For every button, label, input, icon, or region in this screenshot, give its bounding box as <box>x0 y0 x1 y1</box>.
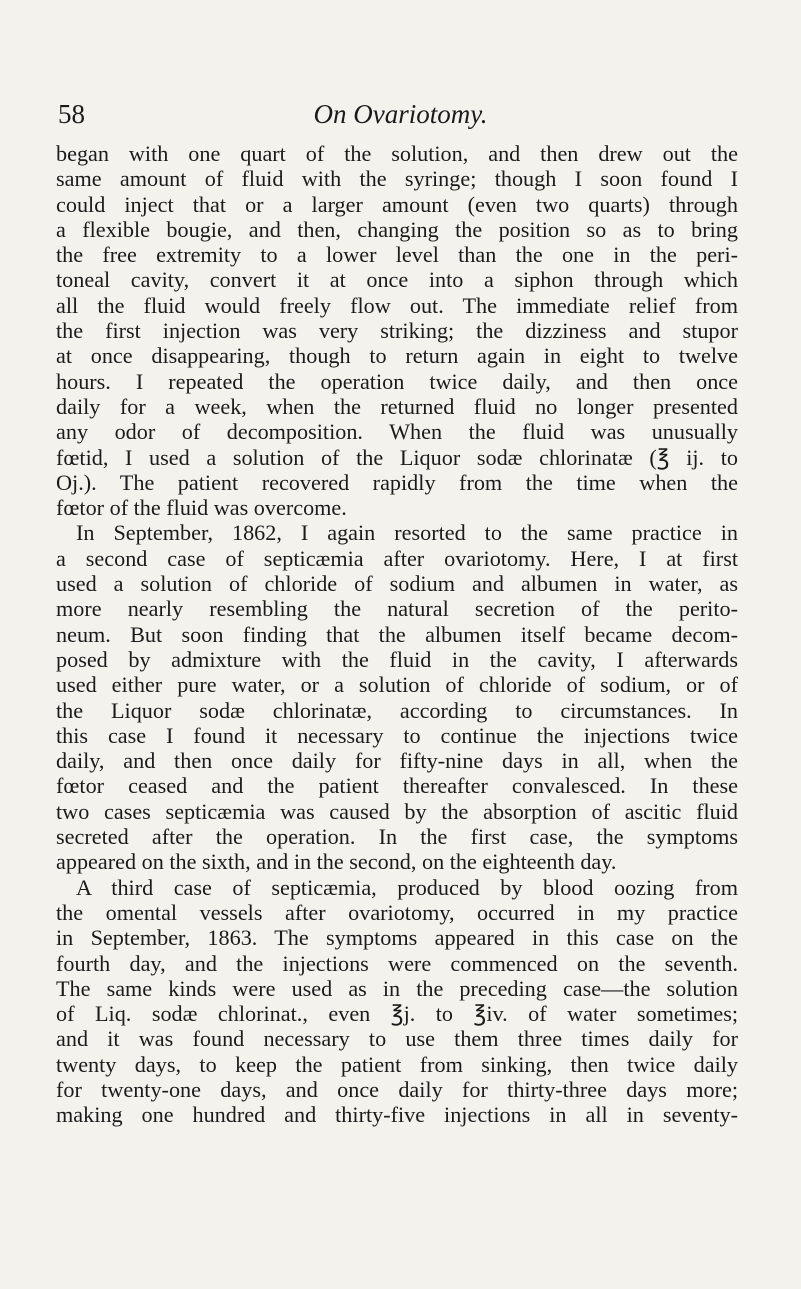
text-line: Oj.). The patient recovered rapidly from the time when the <box>56 469 738 495</box>
text-line: all the fluid would freely flow out. The immediate relief from <box>56 292 738 318</box>
text-line: twenty days, to keep the patient from sinking, then twice daily <box>56 1051 738 1077</box>
text-line: fourth day, and the injections were commenced on the seventh. <box>56 950 738 976</box>
text-line: and it was found necessary to use them three times daily for <box>56 1026 738 1052</box>
text-line: same amount of fluid with the syringe; though I soon found I <box>56 166 738 192</box>
header-title: On Ovariotomy. <box>313 99 488 129</box>
text-line: used a solution of chloride of sodium and albumen in water, as <box>56 571 738 597</box>
text-line: daily, and then once daily for fifty-nine days in all, when the <box>56 748 738 774</box>
text-line: daily for a week, when the returned fluid no longer presented <box>56 393 738 419</box>
text-line: a second case of septicæmia after ovariotomy. Here, I at first <box>56 545 738 571</box>
text-line: more nearly resembling the natural secretion of the perito- <box>56 596 738 622</box>
text-line: posed by admixture with the fluid in the cavity, I afterwards <box>56 646 738 672</box>
text-line: toneal cavity, convert it at once into a siphon through which <box>56 267 738 293</box>
text-line: the free extremity to a lower level than the one in the peri- <box>56 242 738 268</box>
text-line: making one hundred and thirty-five injections in all in seventy- <box>56 1102 738 1128</box>
text-line: fœtor of the fluid was overcome. <box>56 495 347 521</box>
text-line: the Liquor sodæ chlorinatæ, according to circumstances. In <box>56 697 738 723</box>
text-line: two cases septicæmia was caused by the absorption of ascitic fluid <box>56 798 738 824</box>
text-line: In September, 1862, I again resorted to the same practice in <box>76 520 738 546</box>
text-line: A third case of septicæmia, produced by blood oozing from <box>76 874 738 900</box>
text-line: fœtid, I used a solution of the Liquor sodæ chlorinatæ (℥ ij. to <box>56 444 738 470</box>
text-line: at once disappearing, though to return again in eight to twelve <box>56 343 738 369</box>
text-line: the omental vessels after ovariotomy, occurred in my practice <box>56 899 738 925</box>
text-line: neum. But soon finding that the albumen itself became decom- <box>56 621 738 647</box>
text-line: the first injection was very striking; the dizziness and stupor <box>56 318 738 344</box>
text-line: appeared on the sixth, and in the second, on the eighteenth day. <box>56 849 617 875</box>
body-text <box>56 141 738 1128</box>
text-line: in September, 1863. The symptoms appeared in this case on the <box>56 925 738 951</box>
text-line: for twenty-one days, and once daily for thirty-three days more; <box>56 1076 738 1102</box>
text-line: began with one quart of the solution, and then drew out the <box>56 141 738 166</box>
text-line: hours. I repeated the operation twice daily, and then once <box>56 368 738 394</box>
text-line: this case I found it necessary to continue the injections twice <box>56 722 738 748</box>
text-line: could inject that or a larger amount (even two quarts) through <box>56 191 738 217</box>
text-line: fœtor ceased and the patient thereafter convalesced. In these <box>56 773 738 799</box>
page-number: 58 <box>58 99 85 129</box>
running-head <box>58 94 743 134</box>
text-line: secreted after the operation. In the first case, the symptoms <box>56 824 738 850</box>
text-line: any odor of decomposition. When the fluid was unusually <box>56 419 738 445</box>
text-line: of Liq. sodæ chlorinat., even ℥j. to ℥iv. of water sometimes; <box>56 1001 738 1027</box>
text-line: a flexible bougie, and then, changing the position so as to bring <box>56 216 738 242</box>
text-line: The same kinds were used as in the preceding case—the solution <box>56 975 738 1001</box>
text-line: used either pure water, or a solution of chloride of sodium, or of <box>56 672 738 698</box>
